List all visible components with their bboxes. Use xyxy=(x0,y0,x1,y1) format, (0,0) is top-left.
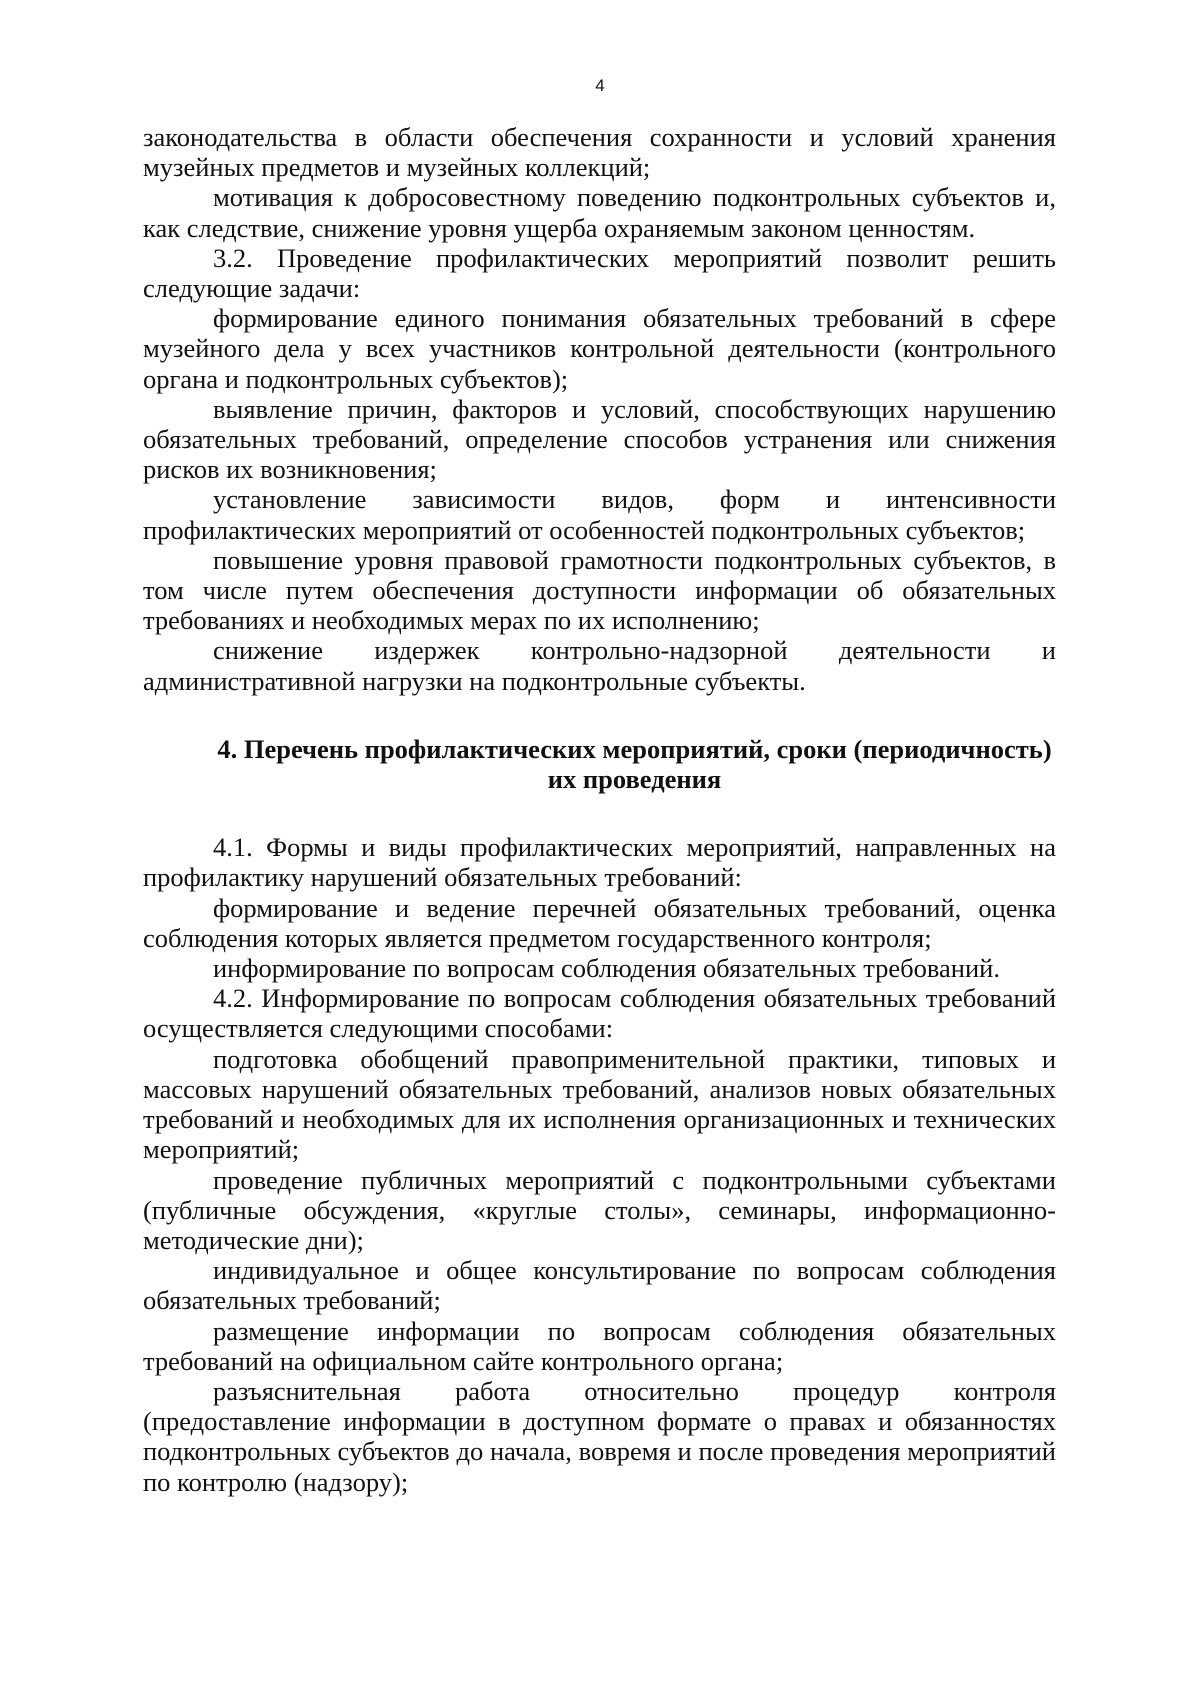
paragraph: проведение публичных мероприятий с подконтрольными субъектами (публичные обсуждения, «круглые столы», семинары, информационно-методические дни); xyxy=(143,1164,1056,1255)
paragraph: индивидуальное и общее консультирование по вопросам соблюдения обязательных требований; xyxy=(143,1255,1056,1316)
section-heading xyxy=(143,734,1056,794)
paragraph: 4.1. Формы и виды профилактических мероприятий, направленных на профилактику нарушений обязательных требований: xyxy=(143,832,1056,893)
paragraph: 4.2. Информирование по вопросам соблюдения обязательных требований осуществляется следующими способами: xyxy=(143,983,1056,1044)
section-heading-line-2: их проведения xyxy=(547,764,722,795)
section-heading-line-1: 4. Перечень профилактических мероприятий, сроки (периодичность) xyxy=(217,733,1052,764)
paragraph: подготовка обобщений правоприменительной практики, типовых и массовых нарушений обязательных требований, анализов новых обязательных требований и необходимых для их исполнения организационных и технических мероприятий; xyxy=(143,1043,1056,1165)
paragraph: снижение издержек контрольно-надзорной деятельности и административной нагрузки на подконтрольные субъекты. xyxy=(143,635,1056,696)
document-body xyxy=(143,122,1056,1497)
paragraph: повышение уровня правовой грамотности подконтрольных субъектов, в том числе путем обеспечения доступности информации об обязательных требованиях и необходимых мерах по их исполнению; xyxy=(143,544,1056,636)
paragraph: разъяснительная работа относительно процедур контроля (предоставление информации в доступном формате о правах и обязанностях подконтрольных субъектов до начала, вовремя и после проведения мероприятий по контролю (надзору); xyxy=(143,1375,1056,1497)
page-number: 4 xyxy=(595,76,605,95)
paragraph: размещение информации по вопросам соблюдения обязательных требований на официальном сайте контрольного органа; xyxy=(143,1315,1056,1376)
paragraph: мотивация к добросовестному поведению подконтрольных субъектов и, как следствие, снижение уровня ущерба охраняемым законом ценностям. xyxy=(143,182,1056,243)
paragraph: формирование единого понимания обязательных требований в сфере музейного дела у всех участников контрольной деятельности (контрольного органа и подконтрольных субъектов); xyxy=(143,303,1056,394)
paragraph: выявление причин, факторов и условий, способствующих нарушению обязательных требований, определение способов устранения или снижения рисков их возникновения; xyxy=(143,393,1056,485)
paragraph: 3.2. Проведение профилактических мероприятий позволит решить следующие задачи: xyxy=(143,242,1056,304)
paragraph: установление зависимости видов, форм и интенсивности профилактических мероприятий от особенностей подконтрольных субъектов; xyxy=(143,484,1056,545)
paragraph: информирование по вопросам соблюдения обязательных требований. xyxy=(213,953,1000,984)
paragraph: законодательства в области обеспечения сохранности и условий хранения музейных предметов и музейных коллекций; xyxy=(143,122,1056,183)
paragraph: формирование и ведение перечней обязательных требований, оценка соблюдения которых является предметом государственного контроля; xyxy=(143,892,1056,953)
